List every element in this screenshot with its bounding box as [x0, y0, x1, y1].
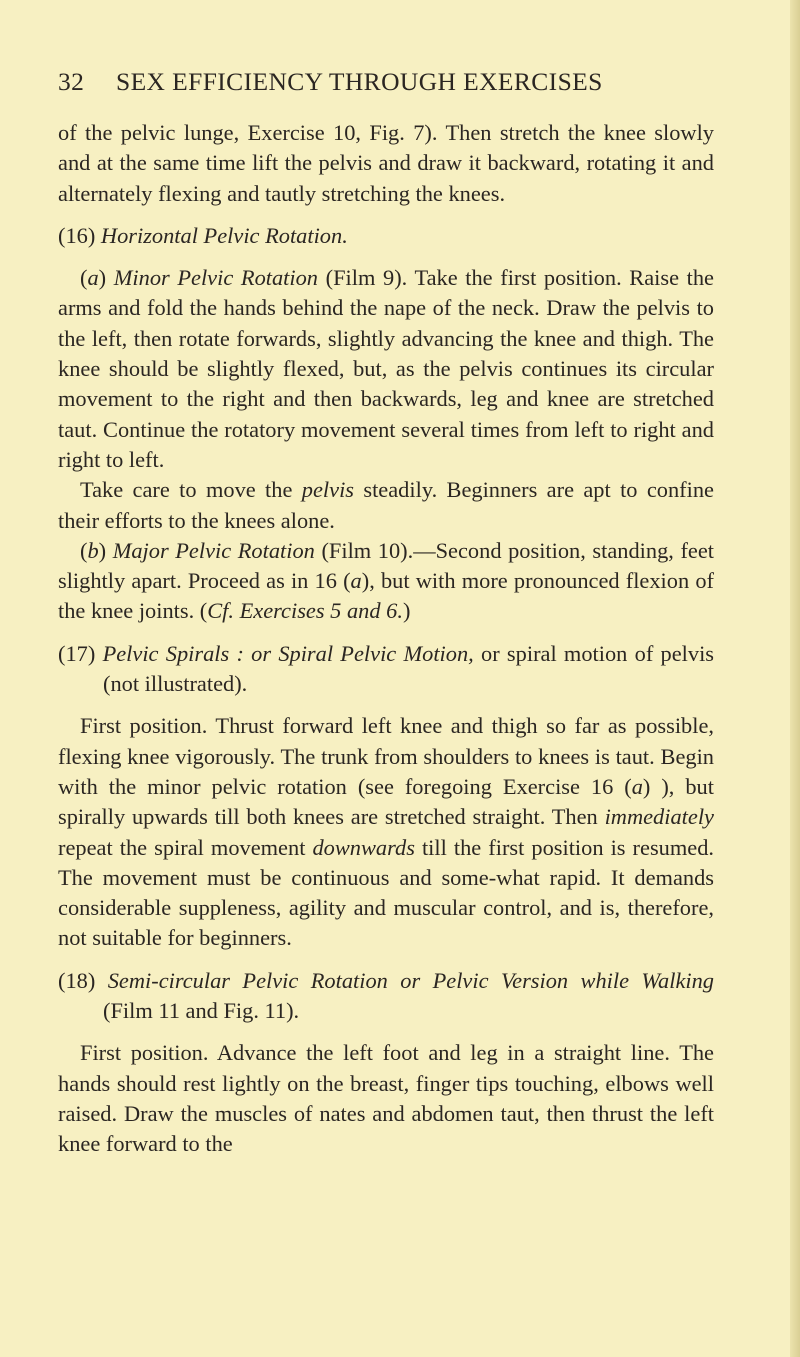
label-close: ) [98, 537, 113, 563]
page-number: 32 [58, 67, 85, 96]
section-18-paragraph: First position. Advance the left foot and leg in a straight line. The hands should rest lightly on the breast, finger tips touching, elbows well raised. Draw the muscles of nates and abdomen taut, then thrust the left knee forward to the [58, 1040, 714, 1157]
label-open: ( [80, 537, 88, 563]
section-number: (17) [58, 640, 103, 666]
subsection-text: (Film 10).—Second position, standing, feet slightly apart. Proceed as in 16 ( [58, 537, 714, 594]
section-16-heading [58, 221, 714, 251]
label-letter: a [87, 265, 99, 291]
page-body [58, 118, 714, 1160]
subsection-text: (Film 9). Take the first position. Raise the arms and fold the hands behind the nape of the neck. Draw the pelvis to the left, then rotate forwards, slightly advancing the knee and thigh. The knee should be slightly flexed, but, as the pelvis continues its circular movement to the right and then backwards, leg and knee are stretched taut. Continue the rotatory movement several times from left to right and right to left. [58, 265, 714, 472]
paragraph-continuation: of the pelvic lunge, Exercise 10, Fig. 7). Then stretch the knee slowly and at the same time lift the pelvis and draw it backward, rotating it and alternately flexing and tautly stretching the knees. [58, 120, 714, 206]
section-17-paragraph [58, 711, 714, 953]
body-text: First position. Thrust forward left knee and thigh so far as possible, flexing knee vigorously. The trunk from shoulders to knees is taut. Begin with the minor pelvic rotation (see foregoing Exercise 16 ( [58, 713, 714, 799]
body-text: ) ), but spirally upwards till both knees are stretched straight. Then [58, 773, 714, 830]
section-16a-paragraph [58, 263, 714, 475]
label-letter: b [87, 537, 99, 563]
running-title: SEX EFFICIENCY THROUGH EXERCISES [116, 67, 603, 96]
section-number: (18) [58, 967, 108, 993]
section-title: Semi-circular Pelvic Rotation or Pelvic Version while Walking [107, 967, 714, 993]
label-open: ( [80, 265, 88, 291]
section-text: (Film 11 and Fig. 11). [103, 998, 300, 1024]
emphasis: immediately [604, 804, 714, 830]
note-text: Take care to move the [80, 477, 302, 503]
body-text: till the first position is resumed. The movement must be continuous and some-what rapid. It demands considerable suppleness, agility and muscular control, and is, therefore, not suitable for beginners. [58, 834, 714, 951]
running-header [58, 67, 698, 97]
section-16a-note [58, 475, 714, 536]
emphasis: downwards [312, 834, 415, 860]
reference-letter: a [350, 568, 362, 594]
subsection-title: Major Pelvic Rotation [112, 537, 315, 563]
section-number: (16) [58, 222, 101, 248]
section-16b-paragraph [58, 536, 714, 627]
cross-reference: Cf. Exercises 5 and 6. [207, 598, 403, 624]
subsection-text: ) [402, 598, 411, 624]
page-edge [790, 0, 800, 1357]
subsection-text: ), but with more pronounced flexion of the knee joints. ( [58, 568, 714, 624]
reference-letter: a [631, 773, 643, 799]
body-text: repeat the spiral movement [58, 834, 313, 860]
section-text: or spiral motion of pelvis (not illustrated). [103, 640, 715, 697]
section-18-heading [58, 966, 714, 1027]
note-text: steadily. Beginners are apt to confine their efforts to the knees alone. [58, 477, 714, 533]
section-17-heading [58, 639, 714, 700]
section-title: Pelvic Spirals : or Spiral Pelvic Motion, [102, 640, 474, 666]
label-close: ) [98, 265, 114, 291]
emphasis: pelvis [301, 477, 355, 503]
section-title: Horizontal Pelvic Rotation. [100, 222, 348, 248]
subsection-title: Minor Pelvic Rotation [113, 265, 319, 291]
